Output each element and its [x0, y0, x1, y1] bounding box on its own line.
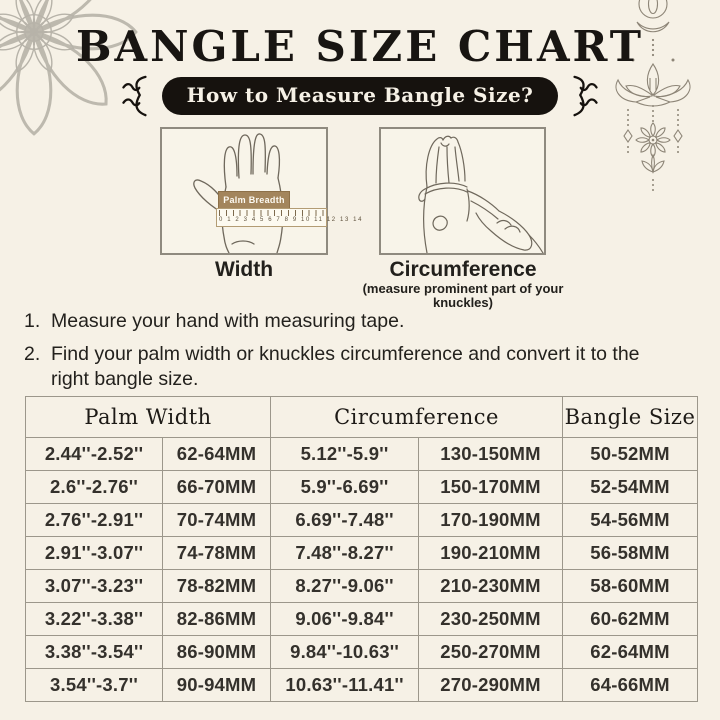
instruction-text: Measure your hand with measuring tape. — [51, 310, 405, 332]
circumference-caption-label: Circumference — [389, 258, 537, 281]
table-cell: 170-190MM — [419, 504, 563, 537]
table-row — [26, 471, 698, 504]
how-to-measure-badge: How to Measure Bangle Size? — [162, 77, 559, 115]
table-cell: 60-62MM — [563, 603, 698, 636]
table-row — [26, 603, 698, 636]
table-row — [26, 636, 698, 669]
table-cell: 90-94MM — [163, 669, 271, 702]
table-row — [26, 438, 698, 471]
table-cell: 66-70MM — [163, 471, 271, 504]
table-cell: 250-270MM — [419, 636, 563, 669]
table-cell: 82-86MM — [163, 603, 271, 636]
width-caption: Width — [214, 258, 274, 281]
palm-breadth-tape-label: Palm Breadth — [218, 191, 290, 209]
circumference-caption — [340, 258, 586, 310]
table-cell: 58-60MM — [563, 570, 698, 603]
table-cell: 3.22''-3.38'' — [26, 603, 163, 636]
table-header-row — [26, 397, 698, 438]
table-cell: 2.44''-2.52'' — [26, 438, 163, 471]
circumference-caption-note: (measure prominent part of your knuckles) — [362, 281, 564, 310]
table-cell: 50-52MM — [563, 438, 698, 471]
instruction-number: 1. — [24, 310, 41, 332]
table-cell: 62-64MM — [163, 438, 271, 471]
table-cell: 56-58MM — [563, 537, 698, 570]
table-cell: 5.12''-5.9'' — [271, 438, 419, 471]
table-cell: 2.76''-2.91'' — [26, 504, 163, 537]
size-conversion-table — [25, 396, 698, 702]
width-illustration-box — [160, 127, 364, 255]
page-title: BANGLE SIZE CHART — [76, 22, 644, 71]
table-cell: 86-90MM — [163, 636, 271, 669]
badge-row — [0, 76, 720, 116]
table-cell: 3.54''-3.7'' — [26, 669, 163, 702]
table-row — [26, 504, 698, 537]
measuring-tape-ruler — [216, 208, 364, 227]
table-cell: 150-170MM — [419, 471, 563, 504]
table-cell: 9.84''-10.63'' — [271, 636, 419, 669]
table-row — [26, 570, 698, 603]
table-cell: 62-64MM — [563, 636, 698, 669]
instruction-text: Find your palm width or knuckles circumference and convert it to the right bangle size. — [51, 343, 640, 390]
bangle-size-header: Bangle Size — [563, 397, 698, 438]
table-cell: 10.63''-11.41'' — [271, 669, 419, 702]
table-cell: 210-230MM — [419, 570, 563, 603]
table-cell: 78-82MM — [163, 570, 271, 603]
table-cell: 270-290MM — [419, 669, 563, 702]
instruction-item — [24, 342, 684, 391]
table-cell: 70-74MM — [163, 504, 271, 537]
table-row — [26, 537, 698, 570]
table-cell: 52-54MM — [563, 471, 698, 504]
table-cell: 9.06''-9.84'' — [271, 603, 419, 636]
table-row — [26, 669, 698, 702]
table-cell: 6.69''-7.48'' — [271, 504, 419, 537]
ruler-numbers: 0 1 2 3 4 5 6 7 8 9 10 11 12 13 14 — [219, 217, 364, 223]
circumference-illustration-box — [379, 127, 546, 255]
flourish-right-icon — [571, 74, 601, 118]
table-cell: 7.48''-8.27'' — [271, 537, 419, 570]
palm-width-header: Palm Width — [26, 397, 271, 438]
instruction-item — [24, 309, 684, 333]
table-cell: 190-210MM — [419, 537, 563, 570]
table-cell: 2.6''-2.76'' — [26, 471, 163, 504]
hand-circumference-illustration-icon — [381, 129, 544, 253]
table-cell: 74-78MM — [163, 537, 271, 570]
table-cell: 3.07''-3.23'' — [26, 570, 163, 603]
instruction-number: 2. — [24, 343, 41, 366]
flourish-left-icon — [119, 74, 149, 118]
table-cell: 8.27''-9.06'' — [271, 570, 419, 603]
table-cell: 2.91''-3.07'' — [26, 537, 163, 570]
table-cell: 54-56MM — [563, 504, 698, 537]
circumference-header: Circumference — [271, 397, 563, 438]
table-cell: 64-66MM — [563, 669, 698, 702]
table-cell: 230-250MM — [419, 603, 563, 636]
instructions-list — [24, 309, 684, 400]
table-cell: 130-150MM — [419, 438, 563, 471]
table-cell: 3.38''-3.54'' — [26, 636, 163, 669]
table-cell: 5.9''-6.69'' — [271, 471, 419, 504]
